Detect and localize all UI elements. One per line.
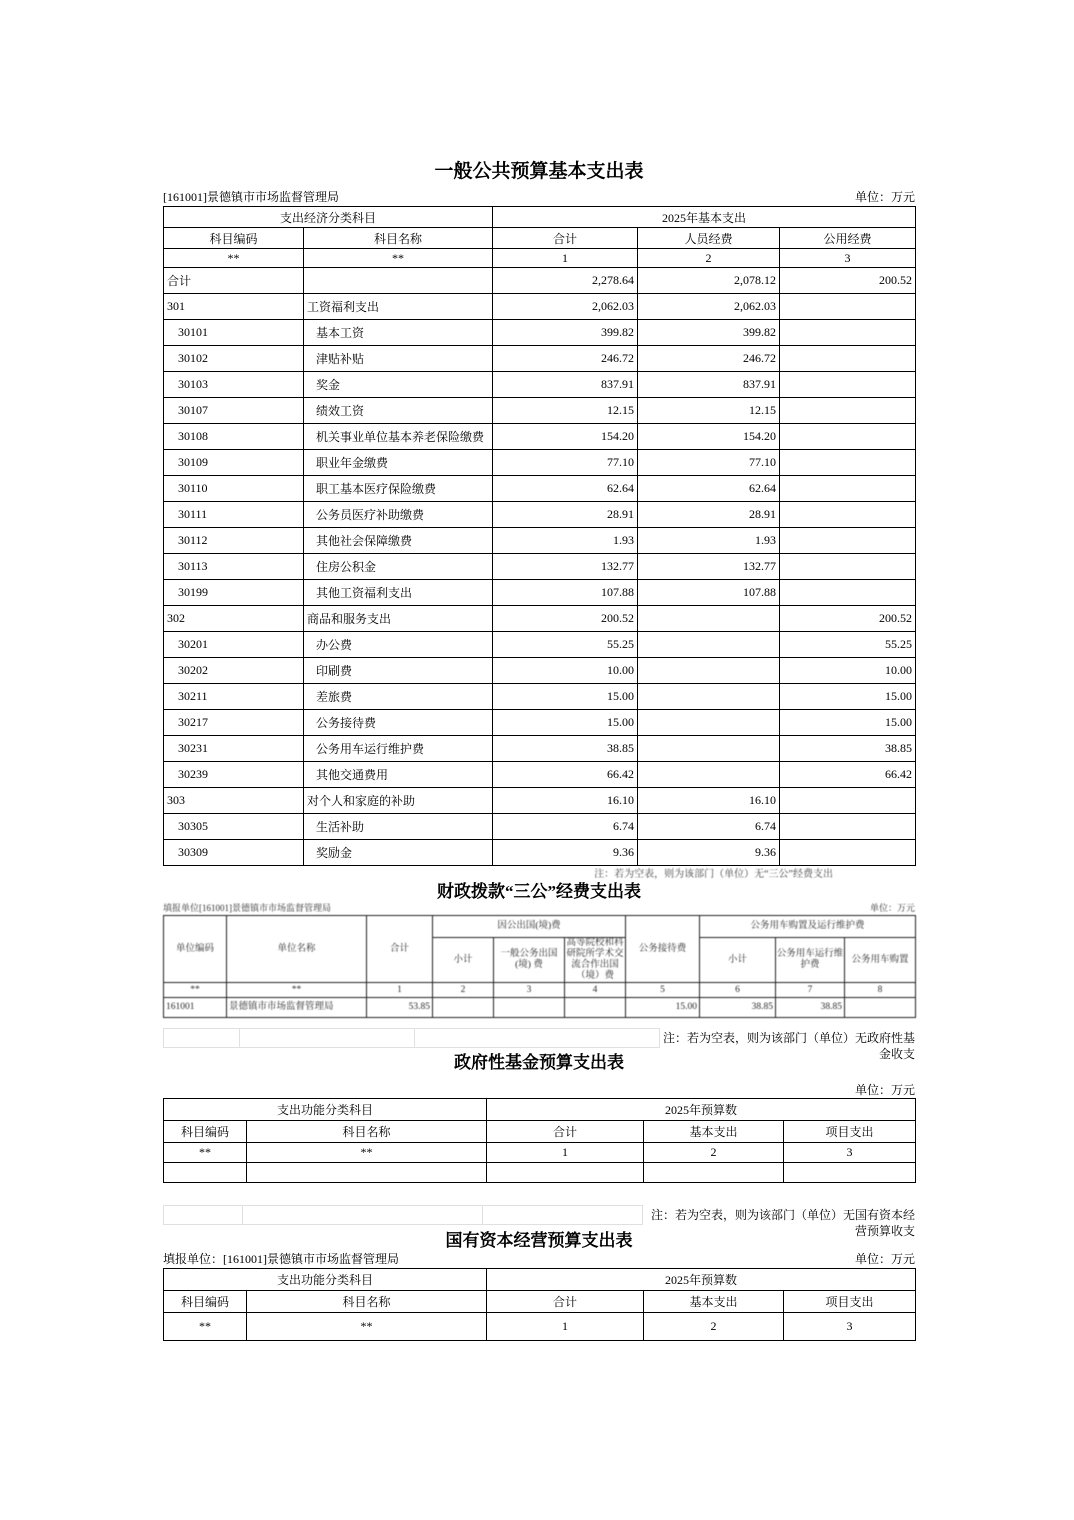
table3-codeix-3: 2 (644, 1143, 784, 1163)
table2-cell-total: 53.85 (367, 998, 433, 1018)
table2-col-abroad-general: 一般公务出国(境) 费 (494, 938, 565, 983)
table2-col-abroad-sub: 小计 (433, 938, 494, 983)
table-row: 30102 津贴补贴 246.72 246.72 (164, 346, 916, 372)
table-row: 30101 基本工资 399.82 399.82 (164, 320, 916, 346)
table4-col-project: 项目支出 (784, 1291, 916, 1313)
table-row: 30201 办公费 55.25 55.25 (164, 632, 916, 658)
table1-col-code: 科目编码 (164, 228, 304, 249)
table-row: 301 工资福利支出 2,062.03 2,062.03 (164, 294, 916, 320)
table2-col-unitname: 单位名称 (227, 916, 367, 983)
table1-codeix-0: ** (164, 249, 304, 268)
table2-cell-abroad-sub (433, 998, 494, 1018)
table-row: 30111 公务员医疗补助缴费 28.91 28.91 (164, 502, 916, 528)
table2-org-label: 填报单位[161001]景德镇市市场监督管理局 (163, 903, 331, 913)
table2-cell-abroad-academic (565, 998, 626, 1018)
table3-codeix-0: ** (164, 1143, 247, 1163)
table2-cell-vehicle-sub: 38.85 (700, 998, 776, 1018)
table1-group-left: 支出经济分类科目 (164, 207, 493, 228)
table-row: 302 商品和服务支出 200.52 200.52 (164, 606, 916, 632)
state-capital-table (163, 1268, 916, 1341)
table4-col-name: 科目名称 (247, 1291, 487, 1313)
table2-codeix-8: 7 (776, 983, 845, 998)
table4-codeix-4: 3 (784, 1313, 916, 1341)
table4-col-code: 科目编码 (164, 1291, 247, 1313)
table2-cell-unitname: 景德镇市市场监督管理局 (227, 998, 367, 1018)
table1-col-total: 合计 (493, 228, 638, 249)
table3-unit-label: 单位：万元 (854, 1083, 915, 1097)
table2-col-unitcode: 单位编码 (164, 916, 227, 983)
table-row: 30199 其他工资福利支出 107.88 107.88 (164, 580, 916, 606)
table2-col-vehicle-purchase: 公务用车购置 (845, 938, 916, 983)
three-public-table (163, 915, 916, 1018)
table4-group-right: 2025年预算数 (487, 1269, 916, 1291)
table2-codeix-3: 2 (433, 983, 494, 998)
empty-grid-fragment (163, 1028, 915, 1061)
empty-grid-fragment (163, 1205, 915, 1238)
table2-codeix-2: 1 (367, 983, 433, 998)
table1-org-label: [161001]景德镇市市场监督管理局 (163, 190, 339, 204)
table-row: 30305 生活补助 6.74 6.74 (164, 814, 916, 840)
table2-title: 财政拨款“三公”经费支出表 (437, 882, 641, 901)
table-row: 30309 奖励金 9.36 9.36 (164, 840, 916, 866)
table3-col-project: 项目支出 (784, 1121, 916, 1143)
general-budget-table (163, 206, 916, 866)
table1-unit-label: 单位：万元 (854, 190, 915, 204)
table2-col-reception: 公务接待费 (626, 916, 700, 983)
table-row: 30113 住房公积金 132.77 132.77 (164, 554, 916, 580)
table2-cell-vehicle-purchase (845, 998, 916, 1018)
table1-body (164, 268, 916, 866)
table4-group-left: 支出功能分类科目 (164, 1269, 487, 1291)
table2-codeix-6: 5 (626, 983, 700, 998)
table1-label-row (163, 183, 915, 206)
table2-codeix-5: 4 (565, 983, 626, 998)
table-row: 30239 其他交通费用 66.42 66.42 (164, 762, 916, 788)
table-row (164, 998, 916, 1018)
table2-codeix-4: 3 (494, 983, 565, 998)
table-row: 30108 机关事业单位基本养老保险缴费 154.20 154.20 (164, 424, 916, 450)
table1-title: 一般公共预算基本支出表 (434, 161, 644, 182)
table1-codeix-2: 1 (493, 249, 638, 268)
table-row: 30231 公务用车运行维护费 38.85 38.85 (164, 736, 916, 762)
table4-codeix-3: 2 (644, 1313, 784, 1341)
table-row: 30217 公务接待费 15.00 15.00 (164, 710, 916, 736)
table-row: 303 对个人和家庭的补助 16.10 16.10 (164, 788, 916, 814)
table4-col-basic: 基本支出 (644, 1291, 784, 1313)
table1-codeix-3: 2 (638, 249, 780, 268)
table3-codeix-2: 1 (487, 1143, 644, 1163)
table3-col-code: 科目编码 (164, 1121, 247, 1143)
table4-label-row (163, 1251, 915, 1268)
table2-col-total: 合计 (367, 916, 433, 983)
table2-codeix-1: ** (227, 983, 367, 998)
table3-col-total: 合计 (487, 1121, 644, 1143)
table2-cell-vehicle-maintenance: 38.85 (776, 998, 845, 1018)
table2-codeix-7: 6 (700, 983, 776, 998)
table2-label-row (163, 903, 915, 915)
table4-org-label: 填报单位：[161001]景德镇市市场监督管理局 (163, 1252, 399, 1266)
table1-note: 注：若为空表，则为该部门（单位）无“三公”经费支出 (594, 869, 833, 880)
government-fund-table (163, 1098, 916, 1183)
table-row: 30103 奖金 837.91 837.91 (164, 372, 916, 398)
table-row: 30211 差旅费 15.00 15.00 (164, 684, 916, 710)
table3-group-left: 支出功能分类科目 (164, 1099, 487, 1121)
table1-codeix-1: ** (304, 249, 493, 268)
table2-col-abroad-academic: 高等院校和科研院所学术交流合作出国（境）费 (566, 938, 624, 981)
table3-note: 注：若为空表，则为该部门（单位）无政府性基金收支 (662, 1031, 915, 1061)
table2-codeix-9: 8 (845, 983, 916, 998)
table3-codeix-4: 3 (784, 1143, 916, 1163)
table-row: 30112 其他社会保障缴费 1.93 1.93 (164, 528, 916, 554)
table1-group-right: 2025年基本支出 (493, 207, 916, 228)
table3-col-name: 科目名称 (247, 1121, 487, 1143)
page-content (163, 0, 915, 1341)
table-row: 30202 印刷费 10.00 10.00 (164, 658, 916, 684)
table1-col-personnel: 人员经费 (638, 228, 780, 249)
table4-unit-label: 单位：万元 (854, 1252, 915, 1266)
table3-codeix-1: ** (247, 1143, 487, 1163)
table4-col-total: 合计 (487, 1291, 644, 1313)
table2-group-abroad: 因公出国(境)费 (433, 916, 626, 938)
table1-codeix-4: 3 (780, 249, 916, 268)
table2-col-vehicle-maintenance: 公务用车运行维护费 (776, 938, 845, 983)
table4-codeix-0: ** (164, 1313, 247, 1341)
table-row: 30109 职业年金缴费 77.10 77.10 (164, 450, 916, 476)
table-row: 30110 职工基本医疗保险缴费 62.64 62.64 (164, 476, 916, 502)
table4-note: 注：若为空表，则为该部门（单位）无国有资本经营预算收支 (650, 1208, 915, 1238)
table2-group-vehicle: 公务用车购置及运行维护费 (700, 916, 916, 938)
table1-col-name: 科目名称 (304, 228, 493, 249)
table3-group-right: 2025年预算数 (487, 1099, 916, 1121)
table2-cell-reception: 15.00 (626, 998, 700, 1018)
table4-codeix-2: 1 (487, 1313, 644, 1341)
table4-codeix-1: ** (247, 1313, 487, 1341)
table1-col-public: 公用经费 (780, 228, 916, 249)
table3-title: 政府性基金预算支出表 (454, 1053, 624, 1072)
table4-title: 国有资本经营预算支出表 (445, 1231, 633, 1250)
table-row (164, 1163, 916, 1183)
table3-col-basic: 基本支出 (644, 1121, 784, 1143)
table2-cell-unitcode: 161001 (164, 998, 227, 1018)
table2-col-vehicle-sub: 小计 (700, 938, 776, 983)
table2-unit-label: 单位：万元 (869, 903, 915, 913)
table2-codeix-0: ** (164, 983, 227, 998)
table-row: 30107 绩效工资 12.15 12.15 (164, 398, 916, 424)
table-row: 合计 2,278.64 2,078.12 200.52 (164, 268, 916, 294)
table2-cell-abroad-general (494, 998, 565, 1018)
